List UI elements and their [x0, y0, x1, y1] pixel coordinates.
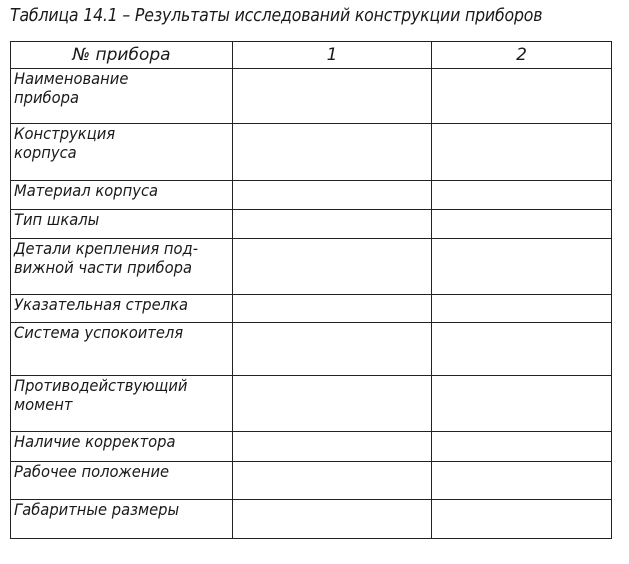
table-row	[11, 295, 612, 323]
cell-device-1	[233, 210, 432, 239]
header-device-1: 1	[233, 42, 432, 69]
table-row	[11, 124, 612, 181]
table-row	[11, 323, 612, 376]
cell-device-2	[432, 500, 612, 539]
row-label: Наличие корректора	[11, 432, 233, 462]
row-label: Детали крепления под- вижной части прибора	[11, 239, 233, 295]
row-label: Материал корпуса	[11, 181, 233, 210]
cell-device-2	[432, 210, 612, 239]
table-row	[11, 500, 612, 539]
results-table	[10, 41, 612, 539]
cell-device-1	[233, 69, 432, 124]
header-device-number: № прибора	[11, 42, 233, 69]
row-label: Указательная стрелка	[11, 295, 233, 323]
cell-device-1	[233, 124, 432, 181]
cell-device-2	[432, 323, 612, 376]
row-label: Наименование прибора	[11, 69, 233, 124]
cell-device-2	[432, 462, 612, 500]
cell-device-2	[432, 432, 612, 462]
cell-device-1	[233, 295, 432, 323]
table-row	[11, 210, 612, 239]
cell-device-1	[233, 432, 432, 462]
cell-device-1	[233, 181, 432, 210]
cell-device-1	[233, 323, 432, 376]
row-label: Конструкция корпуса	[11, 124, 233, 181]
header-device-2: 2	[432, 42, 612, 69]
table-row	[11, 462, 612, 500]
cell-device-1	[233, 239, 432, 295]
table-row	[11, 69, 612, 124]
table-caption: Таблица 14.1 – Результаты исследований конструкции приборов	[10, 6, 543, 26]
cell-device-1	[233, 500, 432, 539]
cell-device-2	[432, 69, 612, 124]
row-label: Противодействующий момент	[11, 376, 233, 432]
table-header-row	[11, 42, 612, 69]
table-row	[11, 376, 612, 432]
table-row	[11, 239, 612, 295]
row-label: Рабочее положение	[11, 462, 233, 500]
row-label: Система успокоителя	[11, 323, 233, 376]
cell-device-2	[432, 124, 612, 181]
table-row	[11, 181, 612, 210]
cell-device-2	[432, 181, 612, 210]
table-row	[11, 432, 612, 462]
row-label: Тип шкалы	[11, 210, 233, 239]
cell-device-2	[432, 295, 612, 323]
cell-device-1	[233, 462, 432, 500]
cell-device-2	[432, 376, 612, 432]
cell-device-2	[432, 239, 612, 295]
cell-device-1	[233, 376, 432, 432]
row-label: Габаритные размеры	[11, 500, 233, 539]
